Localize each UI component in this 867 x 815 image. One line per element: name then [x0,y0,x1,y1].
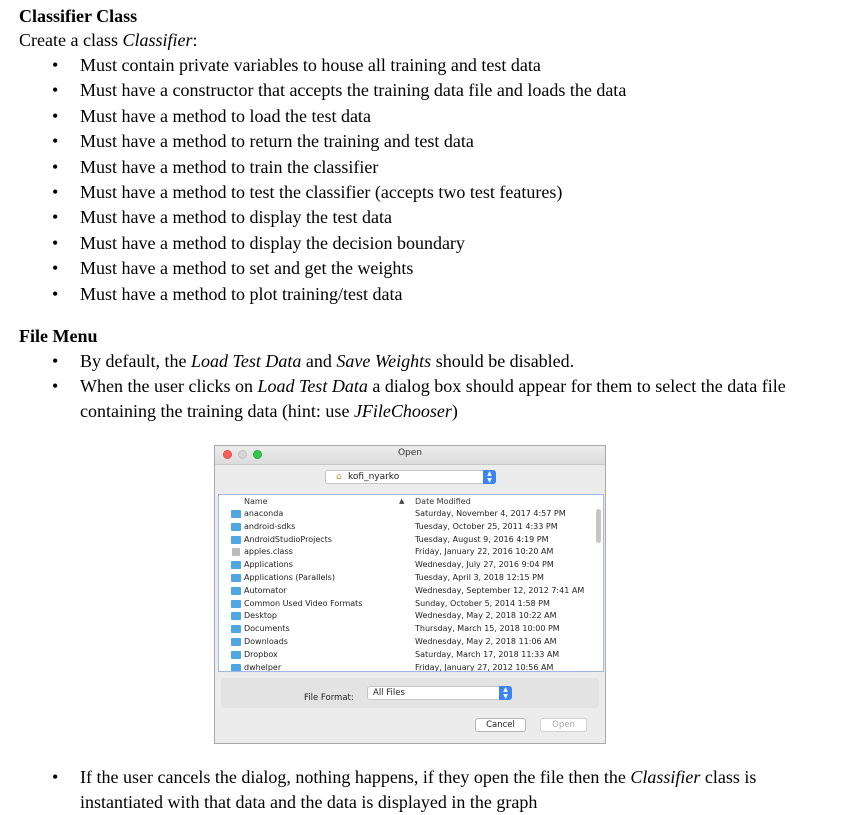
folder-icon [231,664,241,672]
column-header-name[interactable]: Name [244,497,268,506]
folder-icon [231,536,241,544]
table-row[interactable] [219,623,603,636]
table-row[interactable] [219,534,603,547]
classifier-intro: Create a class Classifier: [19,30,198,50]
bullet-icon: • [52,232,59,253]
file-name: Dropbox [244,649,278,659]
list-item: • Must have a constructor that accepts the training data file and loads the data [0,78,867,103]
folder-icon [231,600,241,608]
table-row[interactable] [219,636,603,649]
classifier-requirements-list [0,53,867,307]
file-date: Saturday, March 17, 2018 11:33 AM [415,649,560,659]
classifier-heading: Classifier Class [19,6,138,26]
table-row[interactable] [219,662,603,672]
bullet-icon: • [52,258,59,279]
folder-icon [231,625,241,633]
table-row[interactable] [219,521,603,534]
file-name: Downloads [244,636,288,646]
file-date: Friday, January 22, 2016 10:20 AM [415,547,554,557]
file-format-value: All Files [373,688,405,698]
file-date: Wednesday, May 2, 2018 11:06 AM [415,636,557,646]
folder-icon [231,561,241,569]
file-date: Wednesday, July 27, 2016 9:04 PM [415,560,554,570]
bullet-icon: • [52,80,59,101]
file-name: Common Used Video Formats [244,598,363,608]
table-row[interactable] [219,649,603,662]
folder-icon [231,612,241,620]
list-item: • Must have a method to train the classifier [0,155,867,180]
bullet-icon: • [52,351,59,371]
list-item: • Must have a method to set and get the weights [0,256,867,281]
list-item: • If the user cancels the dialog, nothing happens, if they open the file then the Classifier class is instantiated with that data and the data is displayed in the graph [52,767,757,812]
list-item: • By default, the Load Test Data and Save Weights should be disabled. [0,349,867,374]
file-name: Automator [244,585,287,595]
table-row[interactable] [219,559,603,572]
file-menu-list [0,349,867,424]
list-item: • Must have a method to load the test data [0,104,867,129]
file-date: Sunday, October 5, 2014 1:58 PM [415,598,550,608]
file-menu-heading: File Menu [19,326,98,346]
file-date: Saturday, November 4, 2017 4:57 PM [415,509,566,518]
file-date: Tuesday, October 25, 2011 4:33 PM [415,521,558,531]
location-popup[interactable] [325,470,496,484]
list-item: • Must have a method to test the classifier (accepts two test features) [0,180,867,205]
open-button[interactable]: Open [540,718,587,732]
list-item: • Must have a method to return the training and test data [0,129,867,154]
cancel-button[interactable]: Cancel [475,718,526,732]
file-name: Applications (Parallels) [244,572,335,582]
folder-icon [231,510,241,518]
list-item: • Must contain private variables to house all training and test data [0,53,867,78]
table-row[interactable] [219,598,603,611]
bullet-icon: • [52,105,59,126]
dialog-titlebar [215,446,605,465]
file-format-label: File Format: [304,693,354,703]
list-item: • Must have a method to plot training/test data [0,282,867,307]
folder-icon [231,651,241,659]
table-row[interactable] [219,508,603,521]
bullet-icon: • [52,182,59,203]
location-label: kofi_nyarko [348,472,400,482]
list-item: • When the user clicks on Load Test Data a dialog box should appear for them to select the data file containing the training data (hint: use JFileChooser) [52,376,786,421]
bullet-icon: • [52,156,59,177]
file-date: Friday, January 27, 2012 10:56 AM [415,662,554,672]
folder-icon [231,523,241,531]
bullet-icon: • [52,767,59,787]
file-list[interactable] [218,494,604,672]
table-row[interactable] [219,546,603,559]
table-row[interactable] [219,610,603,623]
file-date: Tuesday, August 9, 2016 4:19 PM [415,534,549,544]
file-name: android-sdks [244,521,296,531]
file-format-select[interactable] [367,686,512,700]
folder-icon [231,587,241,595]
file-name: AndroidStudioProjects [244,534,332,544]
home-icon: ⌂ [336,472,342,482]
bullet-icon: • [52,283,59,304]
file-name: Applications [244,560,293,570]
dialog-title: Open [397,448,423,458]
column-header-date[interactable]: Date Modified [415,497,471,506]
folder-icon [231,638,241,646]
file-name: Desktop [244,611,277,621]
file-date: Wednesday, September 12, 2012 7:41 AM [415,585,585,595]
popup-stepper-icon: ▲ ▼ [499,686,512,700]
bullet-icon: • [52,55,59,75]
bullet-icon: • [52,376,59,396]
file-date: Wednesday, May 2, 2018 10:22 AM [415,611,557,621]
file-rows [219,508,603,672]
list-item: • Must have a method to display the decision boundary [0,231,867,256]
file-icon [232,548,240,556]
file-date: Tuesday, April 3, 2018 12:15 PM [415,572,544,582]
bullet-icon: • [52,131,59,152]
file-name: Documents [244,624,290,634]
file-date: Thursday, March 15, 2018 10:00 PM [415,624,560,634]
file-name: apples.class [244,547,293,557]
table-row[interactable] [219,572,603,585]
folder-icon [231,574,241,582]
popup-stepper-icon: ▲ ▼ [483,470,496,484]
list-item: • Must have a method to display the test data [0,205,867,230]
sort-ascending-icon: ▲ [399,497,405,505]
closing-list [0,765,867,815]
table-row[interactable] [219,585,603,598]
bullet-icon: • [52,207,59,228]
file-name: dwhelper [244,662,282,672]
open-file-dialog [214,445,606,744]
file-name: anaconda [244,509,284,518]
